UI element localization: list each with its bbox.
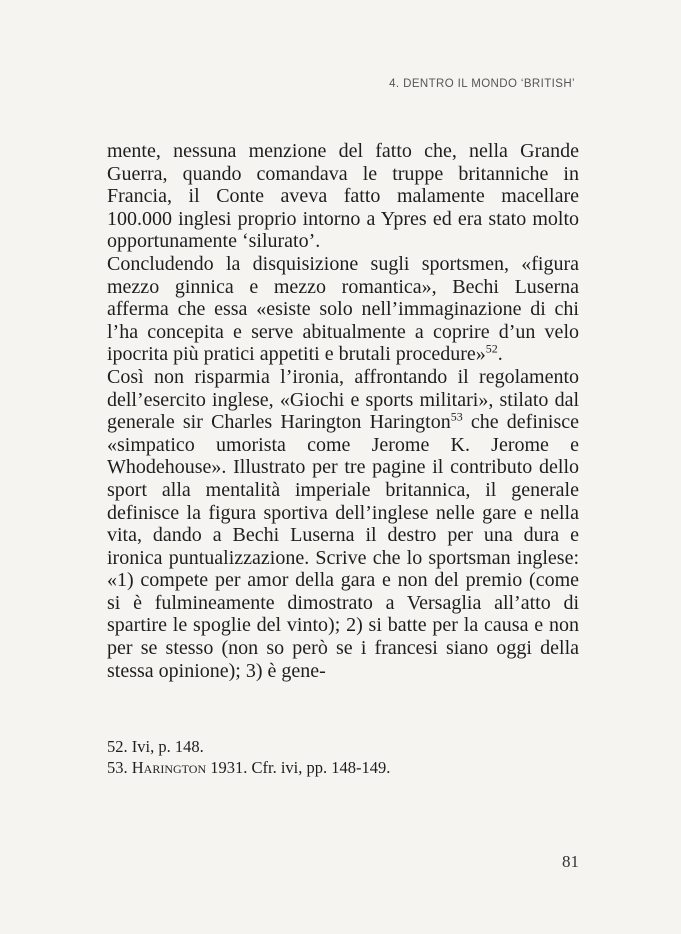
- footnote-ref-53[interactable]: 53: [450, 409, 463, 424]
- paragraph-3-text-a: Così non risparmia l’ironia, affrontando il regolamento dell’esercito inglese, «Giochi e sports militari», stilato dal generale sir Charles Harington Harington: [107, 365, 579, 434]
- footnote-53-text: 1931. Cfr. ivi, pp. 148-149.: [210, 757, 391, 777]
- paragraph-1: mente, nessuna menzione del fatto che, nella Grande Guerra, quando comandava le truppe britanniche in Francia, il Conte aveva fatto malamente macellare 100.000 inglesi proprio intorno a Ypres ed era stato molto opportunamente ‘silurato’.: [107, 140, 579, 253]
- footnote-ref-52[interactable]: 52: [485, 341, 498, 356]
- footnote-53: [107, 758, 579, 779]
- paragraph-2: [107, 253, 579, 366]
- footnote-52: 52. Ivi, p. 148.: [107, 737, 204, 756]
- footnote-53-number: 53.: [107, 757, 128, 777]
- body-text: [107, 140, 579, 682]
- paragraph-3: [107, 366, 579, 682]
- running-header: 4. DENTRO IL MONDO ‘BRITISH’: [389, 78, 575, 90]
- paragraph-3-text-b: che definisce «simpatico umorista come Jerome K. Jerome e Whodehouse». Illustrato per tre pagine il contributo dello sport alla mentalità imperiale britannica, il generale definisce la figura sportiva dell’inglese nelle gare e nella vita, dando a Bechi Luserna il destro per una dura e ironica puntualizzazione. Scrive che lo sportsman inglese: «1) compete per amor della gara e non del premio (come si è fulmineamente dimostrato a Versaglia all’atto di spartire le spoglie del vinto); 2) si batte per la causa e non per se stesso (non so però se i francesi siano oggi della stessa opinione); 3) è gene-: [107, 411, 579, 682]
- paragraph-2-text: Concludendo la disquisizione sugli sportsmen, «figura mezzo ginnica e mezzo romantica», Bechi Luserna afferma che essa «esiste solo nell’immaginazione di chi l’ha concepita e serve abitualmente a coprire d’un velo ipocrita più pratici appetiti e brutali procedure»: [107, 252, 579, 366]
- paragraph-2-end: .: [497, 343, 503, 366]
- footnotes: [107, 737, 579, 778]
- page-number: 81: [562, 852, 579, 871]
- footnote-53-author: Harington: [131, 757, 207, 777]
